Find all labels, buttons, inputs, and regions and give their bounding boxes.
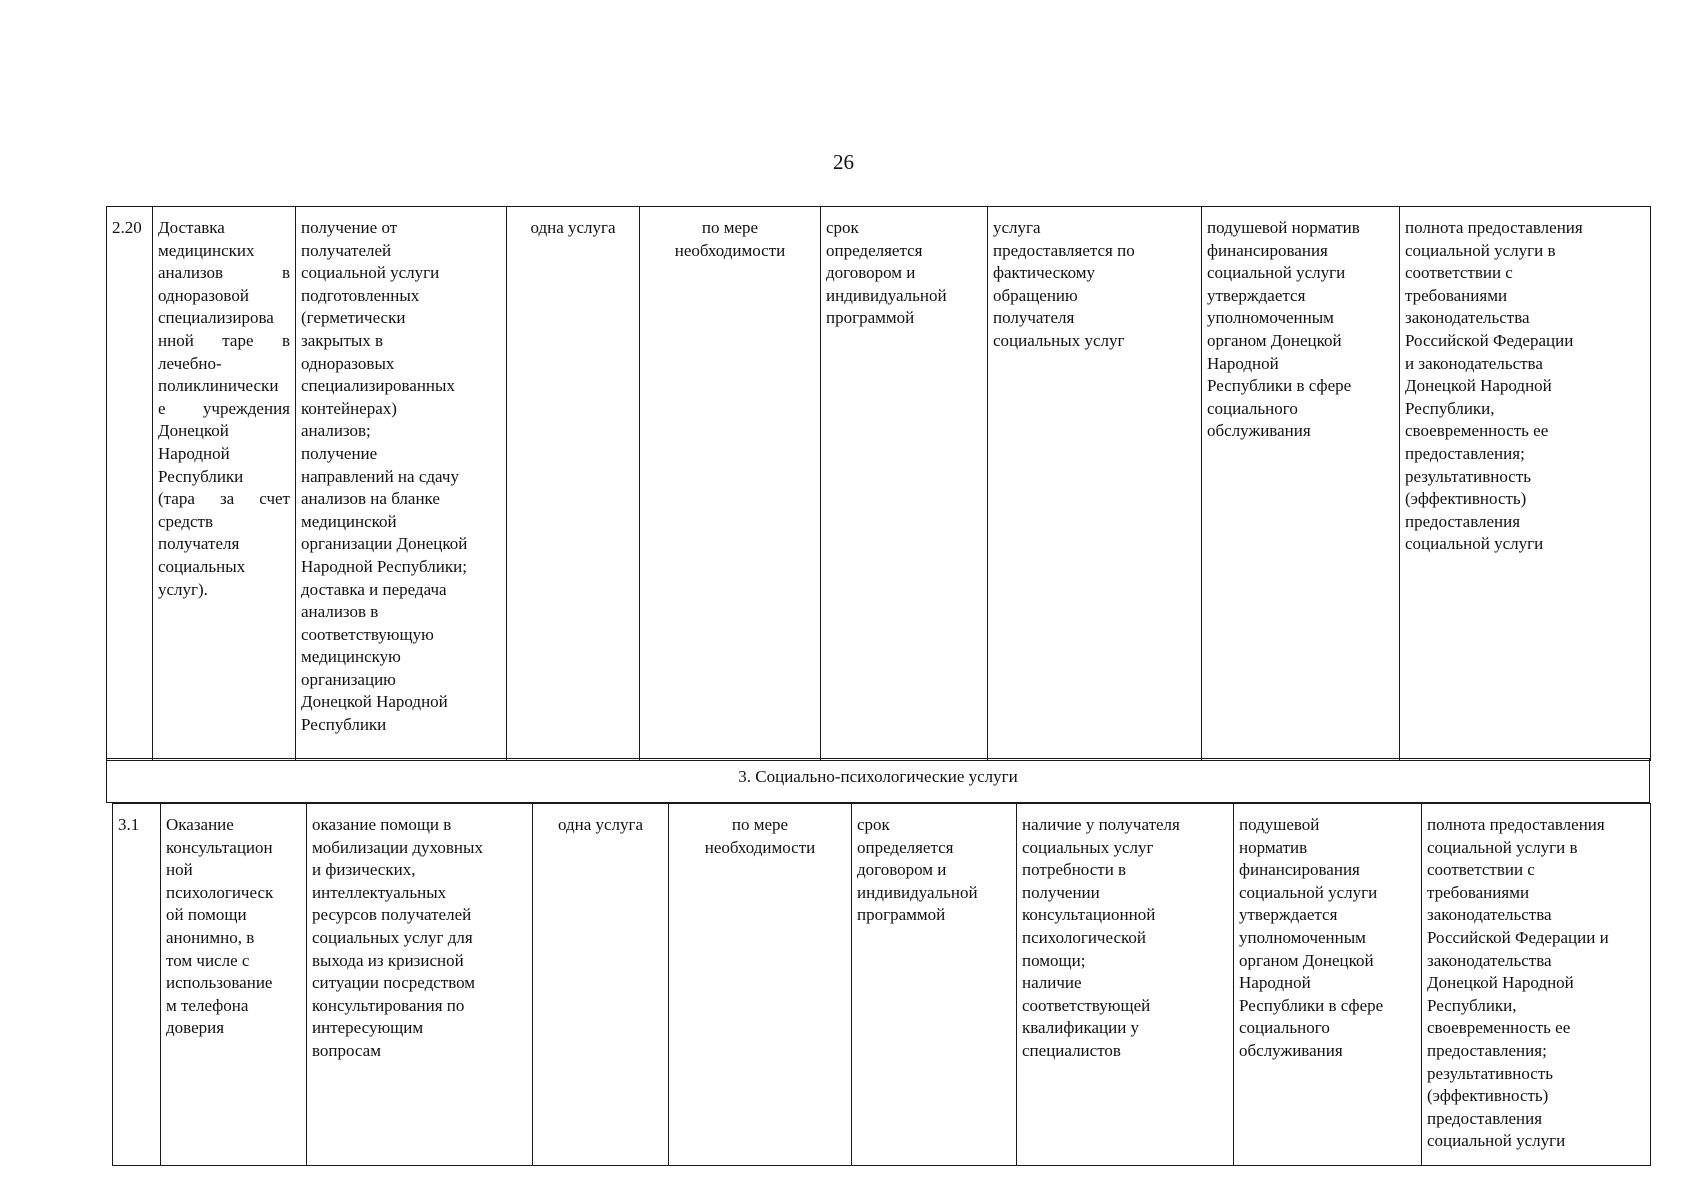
cell-text-line: одна услуга: [530, 218, 616, 237]
cell-text-line: квалификации у: [1022, 1018, 1140, 1038]
cell-text-line: финансирования: [1207, 240, 1328, 260]
cell-text-line: анализов;: [301, 421, 371, 441]
cell-text-line: Республики в сфере: [1239, 995, 1384, 1015]
cell-text-line: утверждается: [1239, 905, 1338, 925]
cell-text-line: Народной Республики;: [301, 556, 467, 576]
cell-text-line: Российской Федерации и: [1427, 927, 1609, 947]
cell-text-line: специализированных: [301, 376, 455, 396]
cell-text-line: Российской Федерации: [1405, 330, 1574, 350]
cell-text-line: индивидуальной: [857, 882, 978, 902]
cell-term: [852, 804, 1017, 1166]
cell-text-line: Донецкой Народной: [1405, 376, 1552, 396]
cell-text-line: вопросам: [312, 1040, 381, 1060]
cell-text-line: договором и: [857, 860, 947, 880]
cell-text-line: социального: [1239, 1018, 1330, 1038]
cell-text-line: специалистов: [1022, 1040, 1121, 1060]
cell-text-line: социальной услуги: [1207, 263, 1346, 283]
services-table-part-1: [106, 206, 1651, 761]
cell-service-content: [307, 804, 533, 1166]
cell-text-line: утверждается: [1207, 285, 1306, 305]
cell-text-line: финансирования: [1239, 860, 1360, 880]
cell-text-line: Донецкой Народной: [1427, 973, 1574, 993]
section-header-table: [106, 758, 1650, 803]
cell-text-line: ой помощи: [166, 905, 247, 925]
cell-text-line: законодательства: [1405, 308, 1530, 328]
cell-service-content: [296, 207, 507, 761]
cell-term: [821, 207, 988, 761]
cell-text-line: социальной услуги: [1427, 1131, 1566, 1151]
cell-text-line: психологическ: [166, 882, 274, 902]
cell-text-line: норматив: [1239, 837, 1308, 857]
cell-text-line: Республики,: [1427, 995, 1517, 1015]
cell-text-line: доверия: [166, 1018, 225, 1038]
cell-text-line: интеллектуальных: [312, 882, 447, 902]
cell-text-line: законодательства: [1427, 950, 1552, 970]
cell-text-line: Республики: [301, 715, 387, 735]
cell-text-line: медицинскую: [301, 647, 401, 667]
cell-text-line: социального: [1207, 398, 1298, 418]
cell-text-line: необходимости: [704, 837, 816, 857]
cell-volume: [533, 804, 669, 1166]
cell-text-line: Республики,: [1405, 398, 1495, 418]
cell-text-line: контейнерах): [301, 398, 397, 418]
cell-text-line: своевременность ее: [1405, 421, 1549, 441]
cell-text-line: доставка и передача: [301, 579, 447, 599]
cell-financing-norm: [1234, 804, 1422, 1166]
cell-text-line: социальной услуги: [1239, 882, 1378, 902]
cell-text-line: Республики: [158, 466, 244, 486]
cell-text-line: наличие: [1022, 973, 1082, 993]
cell-text-line: предоставляется по: [993, 240, 1135, 260]
cell-text-line: ной: [166, 860, 193, 880]
cell-text-line: подушевой: [1239, 815, 1320, 834]
cell-text-line: организации Донецкой: [301, 534, 468, 554]
cell-text-line: Оказание: [166, 815, 234, 834]
cell-conditions: [988, 207, 1202, 761]
cell-text-line: (эффективность): [1427, 1086, 1549, 1106]
cell-text-line: соответствующей: [1022, 995, 1151, 1015]
cell-text-line: Доставка: [158, 218, 225, 237]
cell-text-line: Народной: [158, 443, 230, 463]
cell-text-line: консультацион: [166, 837, 273, 857]
cell-text-line: договором и: [826, 263, 916, 283]
cell-financing-norm: [1202, 207, 1400, 761]
cell-text-line: медицинских: [158, 240, 255, 260]
cell-text-line: по мере: [701, 218, 759, 237]
cell-text-line: и законодательства: [1405, 353, 1543, 373]
cell-text-line: психологической: [1022, 927, 1146, 947]
cell-text-line: Донецкой: [158, 421, 229, 441]
cell-text-line: предоставления;: [1405, 443, 1525, 463]
cell-text-line: выхода из кризисной: [312, 950, 464, 970]
cell-text-line: (эффективность): [1405, 489, 1527, 509]
cell-text-line: социальной услуги в: [1427, 837, 1578, 857]
cell-text-line: получателя: [158, 534, 240, 554]
cell-text-line: социальной услуги: [301, 263, 440, 283]
cell-text-line: требованиями: [1427, 882, 1530, 902]
cell-text-line: органом Донецкой: [1239, 950, 1374, 970]
cell-text-line: Народной: [1207, 353, 1279, 373]
cell-quality-indicators: [1400, 207, 1651, 761]
cell-text-line: соответствии с: [1405, 263, 1513, 283]
cell-text-line: социальных услуг: [993, 330, 1125, 350]
cell-text-line: соответствующую: [301, 624, 434, 644]
cell-text-line: потребности в: [1022, 860, 1127, 880]
section-title: 3. Социально-психологические услуги: [107, 759, 1650, 803]
cell-text-line: наличие у получателя: [1022, 815, 1180, 834]
cell-text-line: по мере: [731, 815, 789, 834]
page-number: 26: [833, 150, 854, 174]
cell-text-line: услуга: [993, 218, 1041, 237]
cell-number: 3.1: [113, 804, 161, 1166]
table-row: [107, 207, 1651, 761]
cell-text-line: том числе с: [166, 950, 250, 970]
cell-text-line: анонимно, в: [166, 927, 255, 947]
cell-volume: [507, 207, 640, 761]
cell-text-line: одноразовой: [158, 285, 249, 305]
cell-text-line: лечебно-: [158, 353, 222, 373]
cell-text-line: анализов на бланке: [301, 489, 440, 509]
cell-text-line: уполномоченным: [1239, 927, 1366, 947]
cell-text-line: ресурсов получателей: [312, 905, 472, 925]
cell-service-name: [153, 207, 296, 761]
cell-text-line: специализирова: [158, 308, 274, 328]
cell-text-line: направлений на сдачу: [301, 466, 459, 486]
cell-text-line: результативность: [1405, 466, 1531, 486]
cell-text-line: определяется: [826, 240, 923, 260]
cell-text-line: предоставления: [1405, 511, 1521, 531]
cell-text-line: определяется: [857, 837, 954, 857]
cell-text-line: мобилизации духовных: [312, 837, 483, 857]
cell-text-line: анализов в: [301, 602, 379, 622]
cell-text-line: необходимости: [674, 240, 786, 260]
cell-text-line: обслуживания: [1207, 421, 1311, 441]
cell-text-line: медицинской: [301, 511, 397, 531]
cell-text-line: использование: [166, 973, 273, 993]
cell-text-line: уполномоченным: [1207, 308, 1334, 328]
cell-text-line: одна услуга: [557, 815, 644, 834]
cell-text-line: соответствии с: [1427, 860, 1535, 880]
cell-text-line: м телефона: [166, 995, 249, 1015]
cell-text-line: социальной услуги в: [1405, 240, 1556, 260]
cell-conditions: [1017, 804, 1234, 1166]
cell-text-line: обращению: [993, 285, 1078, 305]
cell-text-line: получение от: [301, 218, 398, 237]
cell-text-line: подушевой норматив: [1207, 218, 1360, 237]
cell-text-line: социальной услуги: [1405, 534, 1544, 554]
cell-text-line: услуг).: [158, 579, 208, 599]
cell-text-line: требованиями: [1405, 285, 1508, 305]
cell-text-line: обслуживания: [1239, 1040, 1343, 1060]
cell-text-line: (тара за счет: [158, 489, 290, 509]
cell-text-line: консультационной: [1022, 905, 1156, 925]
cell-text-line: социальных: [158, 556, 246, 576]
cell-text-line: Народной: [1239, 973, 1311, 993]
cell-text-line: законодательства: [1427, 905, 1552, 925]
cell-service-name: [161, 804, 307, 1166]
cell-text-line: получение: [301, 443, 378, 463]
cell-text-line: интересующим: [312, 1018, 424, 1038]
cell-text-line: получателей: [301, 240, 392, 260]
cell-periodicity: [640, 207, 821, 761]
cell-text-line: Республики в сфере: [1207, 376, 1352, 396]
cell-text-line: Донецкой Народной: [301, 692, 448, 712]
cell-text-line: социальных услуг для: [312, 927, 473, 947]
cell-text-line: программой: [826, 308, 915, 328]
table-row: [113, 804, 1651, 1166]
cell-text-line: своевременность ее: [1427, 1018, 1571, 1038]
cell-text-line: (герметически: [301, 308, 406, 328]
cell-text-line: поликлинически: [158, 376, 279, 396]
cell-text-line: предоставления: [1427, 1108, 1543, 1128]
cell-text-line: организацию: [301, 669, 396, 689]
cell-text-line: результативность: [1427, 1063, 1553, 1083]
cell-text-line: нной таре в: [158, 330, 290, 350]
cell-text-line: получателя: [993, 308, 1075, 328]
cell-text-line: предоставления;: [1427, 1040, 1547, 1060]
cell-text-line: помощи;: [1022, 950, 1086, 970]
services-table-part-2: [112, 803, 1651, 1166]
cell-text-line: закрытых в: [301, 330, 384, 350]
cell-text-line: оказание помощи в: [312, 815, 452, 834]
cell-number: 2.20: [107, 207, 153, 761]
cell-text-line: средств: [158, 511, 214, 531]
cell-text-line: фактическому: [993, 263, 1096, 283]
cell-text-line: индивидуальной: [826, 285, 947, 305]
cell-text-line: консультирования по: [312, 995, 465, 1015]
cell-text-line: программой: [857, 905, 946, 925]
cell-text-line: срок: [857, 815, 890, 834]
cell-quality-indicators: [1422, 804, 1651, 1166]
cell-text-line: анализов в: [158, 263, 290, 283]
cell-text-line: срок: [826, 218, 859, 237]
cell-text-line: органом Донецкой: [1207, 330, 1342, 350]
cell-text-line: социальных услуг: [1022, 837, 1154, 857]
cell-text-line: подготовленных: [301, 285, 420, 305]
cell-text-line: полнота предоставления: [1427, 815, 1605, 834]
cell-text-line: и физических,: [312, 860, 416, 880]
cell-periodicity: [669, 804, 852, 1166]
cell-text-line: ситуации посредством: [312, 973, 476, 993]
cell-text-line: получении: [1022, 882, 1100, 902]
cell-text-line: одноразовых: [301, 353, 395, 373]
cell-text-line: полнота предоставления: [1405, 218, 1583, 237]
cell-text-line: е учреждения: [158, 398, 290, 418]
